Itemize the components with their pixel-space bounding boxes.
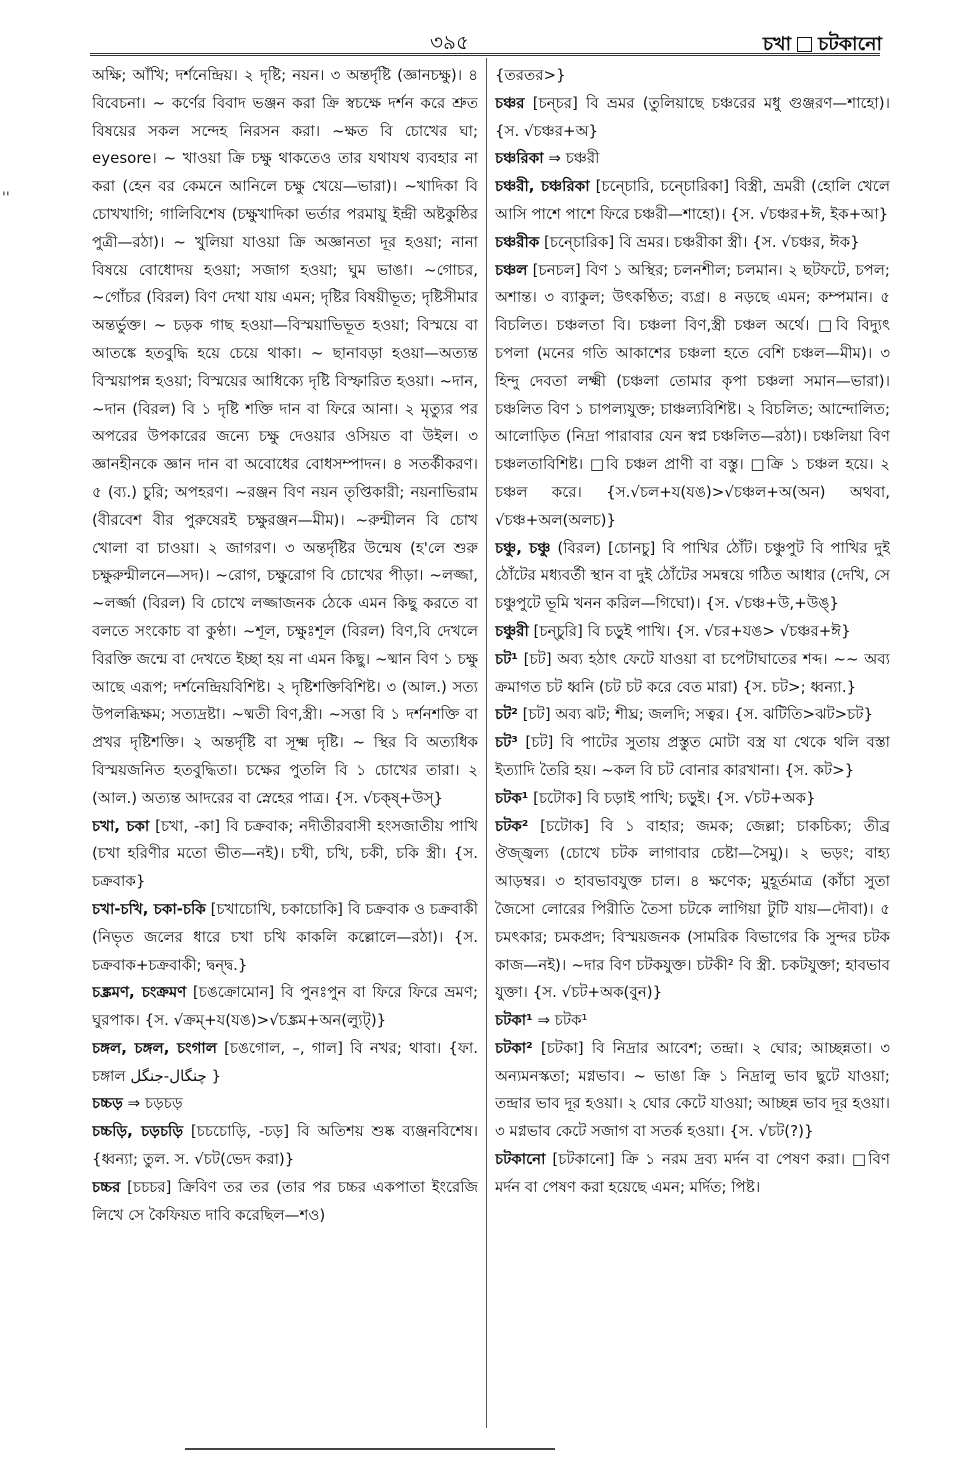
entry-text: ⇒ চটক¹ <box>532 1011 588 1030</box>
entry-headword: চঞ্চরিকা <box>495 149 544 168</box>
dictionary-entry <box>495 257 890 535</box>
entry-headword: চটক¹ <box>495 788 529 807</box>
dictionary-entry <box>92 813 478 896</box>
entry-headword: চট¹ <box>495 649 518 668</box>
entry-text: [চটকানো] ক্রি ১ নরম দ্রব্য মর্দন বা পেষণ করা। □বিণ মর্দন বা পেষণ করা হয়েছে এমন; মর্দিত; পিষ্ট। <box>495 1150 890 1196</box>
dictionary-entry <box>495 145 890 173</box>
dictionary-entry <box>495 729 890 785</box>
dictionary-entry <box>495 62 890 90</box>
entry-text: [চঙক্রোমোন] বি পুনঃপুন বা ফিরে ফিরে ভ্রমণ; ঘুরপাক। {স. √ক্রম্+য(যঙ)>√চঙ্ক্রম+অন(ল্যুট্)} <box>92 983 478 1030</box>
entry-text: [চখা, -কা] বি চক্রবাক; নদীতীরবাসী হংসজাতীয় পাখি (চখা হরিণীর মতো ভীত—নই)। চখী, চখি, চকী, চকি স্ত্রী। {স. চক্রবাক} <box>92 816 478 891</box>
entry-headword: চটকানো <box>495 1150 546 1169</box>
entry-text: [চট] অব্য হঠাৎ ফেটে যাওয়া বা চপেটাঘাতের শব্দ। ~~ অব্য ক্রমাগত চট ধ্বনি (চট চট করে বেত মারা) {স. চট>; ধ্বন্যা.} <box>495 649 890 696</box>
entry-headword: চঞ্চরী, চঞ্চরিকা <box>495 177 590 196</box>
entry-text: [চঙগোল, –, গাল] বি নখর; থাবা। {ফা. চঙ্গাল چنگال-جنگل } <box>92 1038 478 1085</box>
entry-text: [চটকা] বি নিদ্রার আবেশ; তন্দ্রা। ২ ঘোর; আচ্ছন্নতা। ৩ অন্যমনস্কতা; মগ্নভাব। ~ ভাঙা ক্রি ১ নিদ্রালু ভাব ছুটে যাওয়া; তন্দ্রার ভাব দূর হওয়া। ২ ঘোর কেটে যাওয়া; আচ্ছন্ন ভাব দূর হওয়া। ৩ মগ্নভাব কেটে সজাগ বা সতর্ক হওয়া। {স. √চট(?)} <box>495 1038 890 1141</box>
dictionary-entry <box>495 229 890 257</box>
footer-rule <box>185 1448 555 1450</box>
entry-headword: চটকা² <box>495 1038 533 1057</box>
running-head-start: চখা <box>762 33 792 55</box>
dictionary-entry <box>92 1174 478 1230</box>
dictionary-entry <box>495 90 890 146</box>
left-column <box>92 62 478 1422</box>
entry-text: [চনচল] বিণ ১ অস্থির; চলনশীল; চলমান। ২ ছটফটে, চপল; অশান্ত। ৩ ব্যাকুল; উৎকণ্ঠিত; ব্যগ্র। ৪ নড়ছে এমন; কম্পমান। ৫ বিচলিত। চঞ্চলতা বি। চঞ্চলা বিণ,স্ত্রী চঞ্চল অর্থে। □বি বিদ্যুৎ চপলা (মনের গতি আকাশের চঞ্চলা হতে বেশি চঞ্চল—মীম)। ৩ হিন্দু দেবতা লক্ষ্মী (চঞ্চলা তোমার কৃপা চঞ্চলা সমান—ভারা)। চঞ্চলিত বিণ ১ চাপল্যযুক্ত; চাঞ্চল্যবিশিষ্ট। ২ বিচলিত; আন্দোলিত; আলোড়িত (নিদ্রা পারাবার যেন স্বপ্ন চঞ্চলিত—রঠা)। চঞ্চলিয়া বিণ চঞ্চলতাবিশিষ্ট। □বি চঞ্চল প্রাণী বা বস্তু। □ক্রি ১ চঞ্চল হয়ে। ২ চঞ্চল করে। {স.√চল+য(যঙ)>√চঞ্চল+অ(অন) অথবা, √চঞ্চ+অল(অলচ)} <box>495 260 890 529</box>
entry-text: [চচচোড়ি, -চড়] বি অতিশয় শুষ্ক ব্যঞ্জনবিশেষ। {ধ্বন্যা; তুল. স. √চট(ভেদ করা)} <box>92 1122 478 1169</box>
entry-headword: চচ্চড়ি, চড়চড়ি <box>92 1122 184 1141</box>
entry-text: [চন্চুরি] বি চড়ুই পাখি। {স. √চর+যঙ> √চঞ্চর+ঈ} <box>528 621 851 640</box>
entry-text: [চট] বি পাটের সুতায় প্রস্তুত মোটা বস্ত্র যা থেকে থলি বস্তা ইত্যাদি তৈরি হয়। ~কল বি চট বোনার কারখানা। {স. কট>} <box>495 733 890 779</box>
entry-headword: চঞ্চরীক <box>495 232 540 251</box>
dictionary-entry <box>92 1035 478 1091</box>
dictionary-entry <box>92 896 478 979</box>
entry-headword: চঞ্চুরী <box>495 621 529 640</box>
entry-headword: চঙ্ক্রমণ, চংক্রমণ <box>92 983 187 1002</box>
dictionary-entry <box>495 1146 890 1202</box>
entry-text: ⇒ চড়চড় <box>122 1094 183 1113</box>
entry-headword: চখা-চখি, চকা-চকি <box>92 899 206 918</box>
dictionary-entry <box>495 813 890 1008</box>
entry-text: [চন্চোরিক] বি ভ্রমর। চঞ্চরীকা স্ত্রী। {স. √চঞ্চর, ঈক} <box>539 232 860 251</box>
entry-text: {তরতর>} <box>495 66 566 84</box>
running-head-end: চটকানো <box>818 33 882 55</box>
dictionary-entry <box>495 618 890 646</box>
entry-headword: চঙ্গল, চঙ্গল, চংগাল <box>92 1038 217 1057</box>
header-rule <box>90 53 880 56</box>
entry-text: (বিরল) [চোনচু] বি পাখির ঠোঁট। চঞ্চুপুট বি পাখির দুই ঠোঁটের মধ্যবর্তী স্থান বা দুই ঠোঁটের সমন্বয়ে গঠিত আধার (দেখি, সে চঞ্চুপুটে ভূমি খনন করিল—গিঘো)। {স. √চঞ্চ+উ,+উঙ্} <box>495 538 890 613</box>
entry-headword: চটকা¹ <box>495 1011 533 1030</box>
entry-text: [চটোক] বি চড়াই পাখি; চড়ুই। {স. √চট+অক} <box>528 788 816 807</box>
dictionary-entry <box>495 646 890 702</box>
entry-headword: চঞ্চু, চঞ্চু <box>495 538 551 557</box>
entry-text: [চটোক] বি ১ বাহার; জমক; জেল্লা; চাকচিক্য; তীব্র ঔজ্জ্বল্য (চোখে চটক লাগাবার চেষ্টা—সৈমু)। ২ ভড়ং; বাহ্য আড়ম্বর। ৩ হাবভাবযুক্ত চাল। ৪ ক্ষণেক; মুহূর্তমাত্র (কাঁচা সুতা জৈসো লোরের পিরীতি তৈসা চটকে লাগিয়া টুটি যায়—দৌবা)। ৫ চমৎকার; চমকপ্রদ; বিস্ময়জনক (সামরিক বিভাগের কি সুন্দর চটক কাজ—নই)। ~দার বিণ চটকযুক্ত। চটকী² বি স্ত্রী. চকটযুক্তা; হাবভাব যুক্তা। {স. √চট+অক(বুন)} <box>495 816 890 1002</box>
margin-mark: '' <box>2 190 10 206</box>
entry-headword: চচ্চর <box>92 1177 121 1196</box>
column-divider <box>486 58 487 1428</box>
entry-text: [চন্চর] বি ভ্রমর (তুলিয়াছে চঞ্চরের মধু গুঞ্জরণ—শাহো)। {স. √চঞ্চর+অ} <box>495 93 890 140</box>
entry-text: ⇒ চঞ্চরী <box>543 149 600 168</box>
dictionary-entry <box>495 701 890 729</box>
entry-text: [চট] অব্য ঝট; শীঘ্র; জলদি; সত্বর। {স. ঝটিতি>ঝট>চট} <box>517 705 873 724</box>
entry-headword: চট³ <box>495 733 518 752</box>
dictionary-entry <box>495 173 890 229</box>
dictionary-entry <box>495 535 890 618</box>
dictionary-entry <box>92 979 478 1035</box>
entry-headword: চচ্চড় <box>92 1094 123 1113</box>
right-column <box>495 62 890 1422</box>
entry-text: অক্ষি; আঁখি; দর্শনেন্দ্রিয়। ২ দৃষ্টি; নয়ন। ৩ অন্তর্দৃষ্টি (জ্ঞানচক্ষু)। ৪ বিবেচনা। ~ কর্ণের বিবাদ ভঞ্জন করা ক্রি স্বচক্ষে দর্শন করে শ্রুত বিষয়ের সকল সন্দেহ নিরসন করা। ~ক্ষত বি চোখের ঘা; eyesore। ~ খাওয়া ক্রি চক্ষু থাকতেও তার যথাযথ ব্যবহার না করা (হেন বর কেমনে আনিলে চক্ষু খেয়ে—ভারা)। ~খাদিকা বি চোখখাগি; গালিবিশেষ (চক্ষুখাদিকা ভর্তার পরমায়ু ইন্দ্রী অষ্টকুষ্ঠির পুত্রী—রঠা)। ~ খুলিয়া যাওয়া ক্রি অজ্ঞানতা দূর হওয়া; নানা বিষয়ে বোধোদয় হওয়া; সজাগ হওয়া; ঘুম ভাঙা। ~গোচর, ~গোঁচর (বিরল) বিণ দেখা যায় এমন; দৃষ্টির বিষয়ীভূত; দৃষ্টিসীমার অন্তর্ভুক্ত। ~ চড়ক গাছ হওয়া—বিস্ময়াভিভূত হওয়া; বিস্ময়ে বা আতঙ্কে হতবুদ্ধি হয়ে চেয়ে থাকা। ~ ছানাবড়া হওয়া—অত্যন্ত বিস্ময়াপন্ন হওয়া; বিস্ময়ের আধিক্যে দৃষ্টি বিস্ফারিত হওয়া। ~দান, ~দান (বিরল) বি ১ দৃষ্টি শক্তি দান বা ফিরে আনা। ২ মৃত্যুর পর অপরের উপকারের জন্যে চক্ষু দেওয়ার ওসিয়ত বা উইল। ৩ জ্ঞানহীনকে জ্ঞান দান বা অবোধের বোধসম্পাদন। ৪ সতর্কীকরণ। ৫ (ব্য.) চুরি; অপহরণ। ~রঞ্জন বিণ নয়ন তৃপ্তিকারী; নয়নাভিরাম (বীরবেশ বীর পুরুষেরই চক্ষুরঞ্জন—মীম)। ~রুন্মীলন বি চোখ খোলা বা চাওয়া। ২ জাগরণ। ৩ অন্তর্দৃষ্টির উন্মেষ (হ'লে শুরু চক্ষুরুন্মীলনে—সদ)। ~রোগ, চক্ষুরোগ বি চোখের পীড়া। ~লজ্জা, ~লর্জ্জা (বিরল) বি চোখে লজ্জাজনক ঠেকে এমন কিছু করতে বা বলতে সংকোচ বা কুণ্ঠা। ~শূল, চক্ষুঃশূল (বিরল) বিণ,বি দেখলে বিরক্তি জন্মে বা দেখতে ইচ্ছা হয় না এমন কিছু। ~ষ্মান বিণ ১ চক্ষু আছে এরূপ; দর্শনেন্দ্রিয়বিশিষ্ট। ২ দৃষ্টিশক্তিবিশিষ্ট। ৩ (আল.) সত্য উপলব্ধিক্ষম; সত্যদ্রষ্টা। ~ষ্মতী বিণ,স্ত্রী। ~সত্তা বি ১ দর্শনশক্তি বা প্রখর দৃষ্টিশক্তি। ২ অন্তর্দৃষ্টি বা সূক্ষ্ম দৃষ্টি। ~ স্থির বি অত্যধিক বিস্ময়জনিত হতবুদ্ধিতা। চক্ষের পুতলি বি ১ চোখের তারা। ২ (আল.) অত্যন্ত আদরের বা স্নেহের পাত্র। {স. √চক্ষ্+উস্} <box>92 66 478 807</box>
entry-headword: চট² <box>495 705 518 724</box>
entry-text: [চচচর] ক্রিবিণ তর তর (তার পর চচ্চর একপাতা ইংরেজি লিখে সে কৈফিয়ত দাবি করেছিল—শও) <box>92 1177 478 1224</box>
separator-box-icon <box>797 37 812 52</box>
entry-headword: চঞ্চর <box>495 93 525 112</box>
dictionary-entry <box>92 62 478 813</box>
running-head <box>763 30 882 62</box>
dictionary-entry <box>92 1118 478 1174</box>
entry-headword: চটক² <box>495 816 529 835</box>
dictionary-entry <box>495 785 890 813</box>
entry-headword: চখা, চকা <box>92 816 150 835</box>
dictionary-entry <box>495 1035 890 1146</box>
entry-headword: চঞ্চল <box>495 260 528 279</box>
entry-text: [চখাচোখি, চকাচোকি] বি চক্রবাক ও চক্রবাকী (নিভৃত জলের ধারে চখা চখি কাকলি কল্লোলে—রঠা)। {স. চক্রবাক+চক্রবাকী; দ্বন্দ্ব.} <box>92 899 478 974</box>
entry-text: [চন্চোরি, চন্চোরিকা] বিস্ত্রী, ভ্রমরী (হোলি খেলে আসি পাশে পাশে ফিরে চঞ্চরী—শাহো)। {স. √চঞ্চর+ঈ, ইক+আ} <box>495 177 890 223</box>
dictionary-entry <box>495 1007 890 1035</box>
page-number: ৩৯৫ <box>430 30 469 54</box>
dictionary-entry <box>92 1090 478 1118</box>
